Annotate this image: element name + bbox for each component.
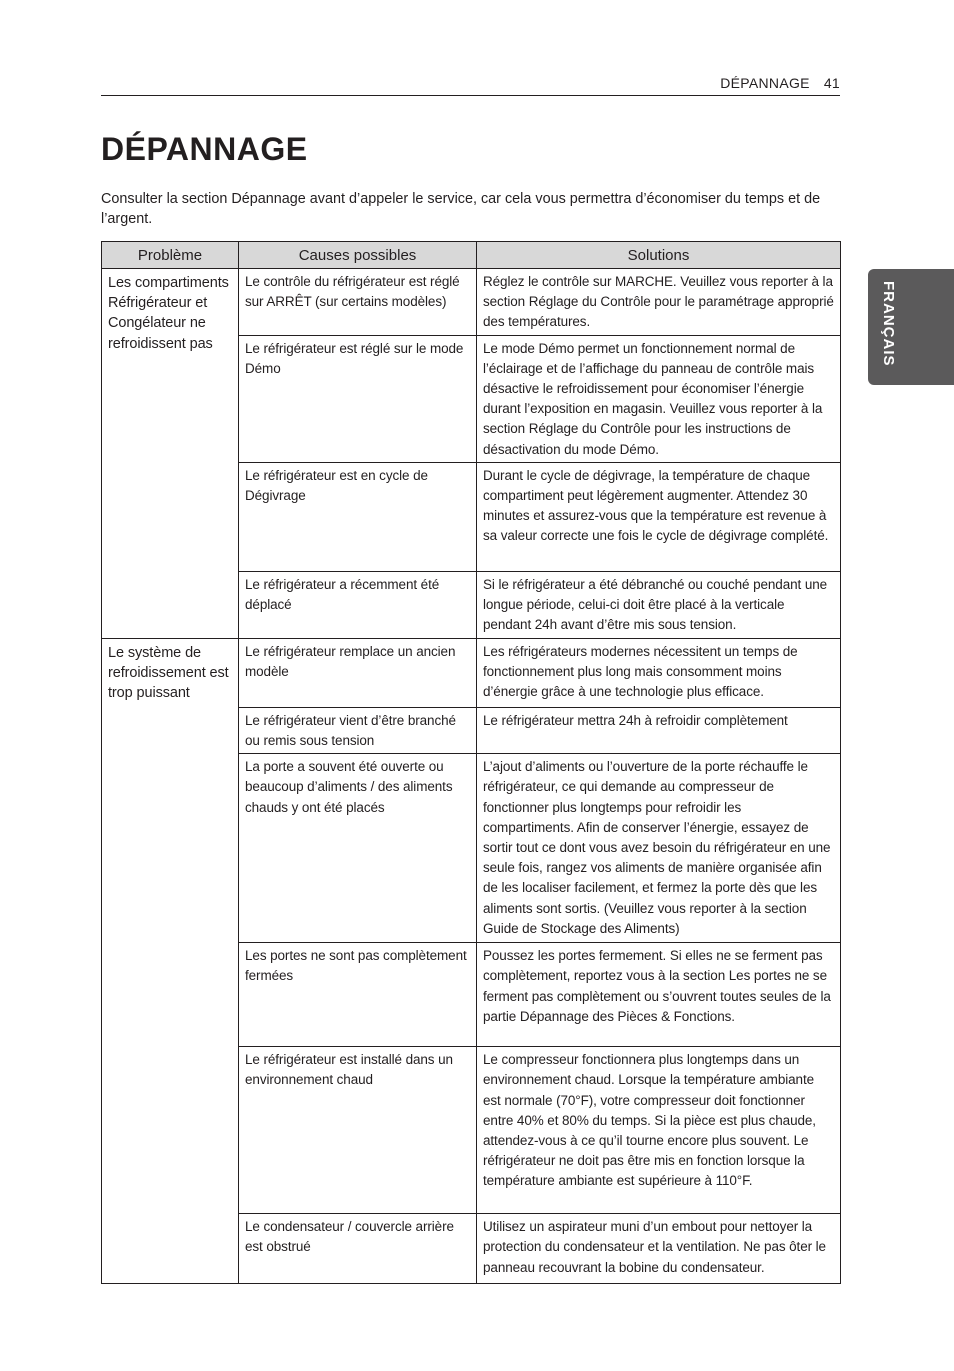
cause-cell: Le réfrigérateur vient d’être branché ou remis sous tension bbox=[239, 707, 477, 753]
troubleshooting-table bbox=[101, 241, 841, 1284]
header-rule bbox=[101, 95, 840, 96]
table-row bbox=[102, 638, 841, 707]
page-title: DÉPANNAGE bbox=[101, 131, 308, 167]
intro-paragraph: Consulter la section Dépannage avant d’appeler le service, car cela vous permettra d’économiser du temps et de l’argent. bbox=[101, 191, 821, 227]
table-row bbox=[102, 269, 841, 336]
column-header-solutions: Solutions bbox=[477, 242, 841, 269]
cause-cell: Le condensateur / couvercle arrière est obstrué bbox=[239, 1214, 477, 1284]
solution-cell: Le mode Démo permet un fonctionnement normal de l’éclairage et de l’affichage du panneau de contrôle mais désactive le refroidissement pour économiser l’énergie durant l’exposition en magasin. Veuillez vous reporter à la section Réglage du Contrôle pour les instructions de désactivation du mode Démo. bbox=[477, 335, 841, 462]
language-tab bbox=[868, 269, 954, 385]
cause-cell: Le réfrigérateur est réglé sur le mode Démo bbox=[239, 335, 477, 462]
solution-cell: Réglez le contrôle sur MARCHE. Veuillez vous reporter à la section Réglage du Contrôle pour le paramétrage approprié des températures. bbox=[477, 269, 841, 336]
solution-cell: Le compresseur fonctionnera plus longtemps dans un environnement chaud. Lorsque la température ambiante est normale (70°F), votre compresseur doit fonctionner entre 40% et 80% du temps. Si la pièce est plus chaude, attendez-vous à ce qu’il tourne encore plus souvent. Le réfrigérateur ne doit pas être mis en fonction lorsque la température ambiante est supérieure à 110°F. bbox=[477, 1047, 841, 1214]
cause-cell: Le contrôle du réfrigérateur est réglé sur ARRÊT (sur certains modèles) bbox=[239, 269, 477, 336]
problem-cell: Les compartiments Réfrigérateur et Congélateur ne refroidissent pas bbox=[102, 269, 239, 639]
table-header-row bbox=[102, 242, 841, 269]
page-number: 41 bbox=[823, 75, 840, 91]
language-tab-label: FRANÇAIS bbox=[880, 281, 897, 367]
cause-cell: Le réfrigérateur a récemment été déplacé bbox=[239, 571, 477, 638]
running-header-section: DÉPANNAGE bbox=[720, 75, 810, 91]
column-header-causes: Causes possibles bbox=[239, 242, 477, 269]
cause-cell: Le réfrigérateur est en cycle de Dégivrage bbox=[239, 462, 477, 571]
solution-cell: Si le réfrigérateur a été débranché ou couché pendant une longue période, celui-ci doit être placé à la verticale pendant 24h avant d’être mis sous tension. bbox=[477, 571, 841, 638]
column-header-problem: Problème bbox=[102, 242, 239, 269]
problem-cell: Le système de refroidissement est trop puissant bbox=[102, 638, 239, 1283]
cause-cell: La porte a souvent été ouverte ou beaucoup d’aliments / des aliments chauds y ont été placés bbox=[239, 754, 477, 943]
solution-cell: Utilisez un aspirateur muni d’un embout pour nettoyer la protection du condensateur et la ventilation. Ne pas ôter le panneau recouvrant la bobine du condensateur. bbox=[477, 1214, 841, 1284]
solution-cell: L’ajout d’aliments ou l’ouverture de la porte réchauffe le réfrigérateur, ce qui demande au compresseur de fonctionner plus longtemps pour refroidir les compartiments. Afin de conserver l’énergie, essayez de sortir tout ce dont vous avez besoin du réfrigérateur en une seule fois, rangez vos aliments de manière organisée afin de les localiser facilement, et fermez la porte dès que les aliments sont sortis. (Veuillez vous reporter à la section Guide de Stockage des Aliments) bbox=[477, 754, 841, 943]
solution-cell: Les réfrigérateurs modernes nécessitent un temps de fonctionnement plus long mais consomment moins d’énergie grâce à une technologie plus efficace. bbox=[477, 638, 841, 707]
cause-cell: Le réfrigérateur est installé dans un environnement chaud bbox=[239, 1047, 477, 1214]
solution-cell: Durant le cycle de dégivrage, la température de chaque compartiment peut légèrement augmenter. Attendez 30 minutes et assurez-vous que la température est revenue à sa valeur correcte une fois le cycle de dégivrage complété. bbox=[477, 462, 841, 571]
running-header bbox=[720, 75, 840, 91]
cause-cell: Les portes ne sont pas complètement fermées bbox=[239, 943, 477, 1047]
cause-cell: Le réfrigérateur remplace un ancien modèle bbox=[239, 638, 477, 707]
solution-cell: Poussez les portes fermement. Si elles ne se ferment pas complètement, reportez vous à la section Les portes ne se ferment pas complètement ou s’ouvrent toutes seules de la partie Dépannage des Pièces & Fonctions. bbox=[477, 943, 841, 1047]
solution-cell: Le réfrigérateur mettra 24h à refroidir complètement bbox=[477, 707, 841, 753]
